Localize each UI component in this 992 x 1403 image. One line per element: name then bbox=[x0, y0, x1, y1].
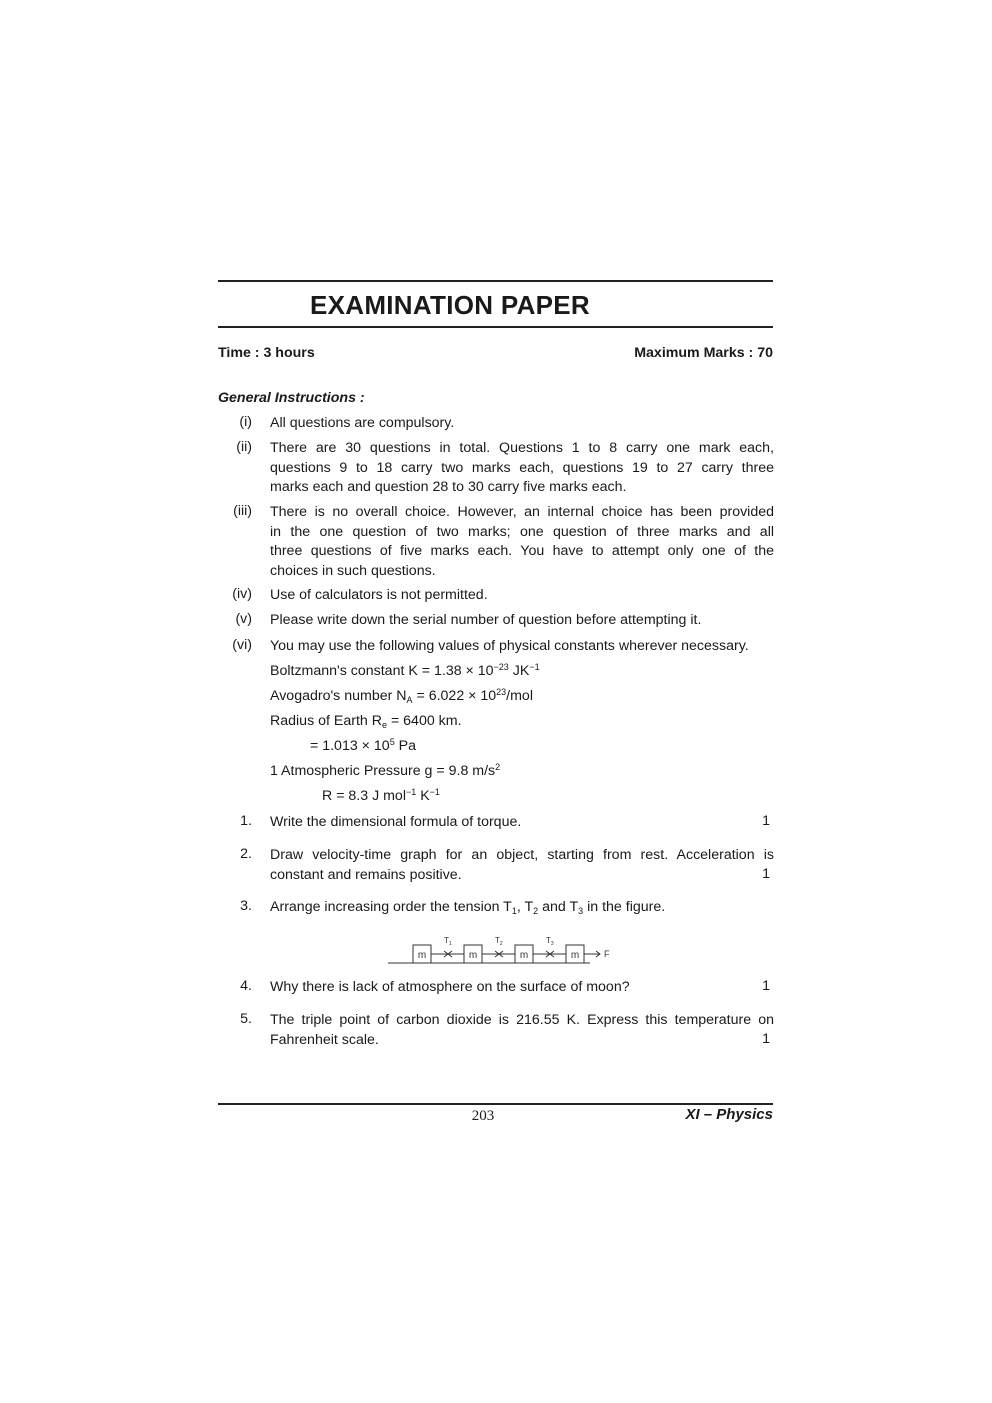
constant-avogadro: Avogadro's number $N_A = 6.022 \times 10^{23}/mol$ bbox=[270, 687, 533, 705]
instruction-number: (vi) bbox=[232, 637, 252, 653]
question-number: 1. bbox=[240, 813, 252, 829]
constant-earth-radius: Radius of Earth $R_e = 6400$ km. bbox=[270, 713, 462, 730]
question-marks: 1 bbox=[762, 1030, 770, 1047]
instruction-text bbox=[270, 503, 774, 581]
max-marks-label: Maximum Marks : 70 bbox=[634, 345, 773, 361]
tension-label-t2: $T_2$ bbox=[495, 936, 503, 947]
instruction-number: (iii) bbox=[233, 503, 252, 519]
instruction-number: (i) bbox=[239, 414, 252, 430]
question-line: Draw velocity-time graph for an object, starting from rest. Acceleration is bbox=[270, 847, 774, 863]
svg-text:m: m bbox=[519, 950, 529, 961]
instruction-number: (iv) bbox=[232, 586, 252, 602]
question-text bbox=[270, 813, 774, 833]
question-line: Why there is lack of atmosphere on the surface of moon? bbox=[270, 979, 630, 995]
instruction-text bbox=[270, 586, 774, 606]
question-number: 3. bbox=[240, 898, 252, 914]
instruction-text bbox=[270, 611, 774, 631]
question-marks: 1 bbox=[762, 813, 770, 829]
title-rule bbox=[218, 326, 773, 328]
instruction-line: There is no overall choice. However, an internal choice has been provided bbox=[270, 504, 774, 520]
instruction-line: All questions are compulsory. bbox=[270, 415, 455, 431]
constant-gas: R = 8.3 J mol$^{-1}$ $K^{-1}$ bbox=[322, 787, 440, 804]
question-number: 5. bbox=[240, 1011, 252, 1027]
constant-boltzmann: Boltzmann's constant $K = 1.38 \times 10^{-23}$ $JK^{-1}$ bbox=[270, 662, 540, 679]
page-title: EXAMINATION PAPER bbox=[309, 290, 591, 320]
block bbox=[464, 945, 482, 963]
question-number: 4. bbox=[240, 978, 252, 994]
question-marks: 1 bbox=[762, 978, 770, 994]
instruction-number: (v) bbox=[235, 611, 252, 627]
question-line: constant and remains positive. bbox=[270, 866, 462, 883]
footer-rule bbox=[218, 1103, 773, 1105]
constant-atm-g: 1 Atmospheric Pressure g = 9.8 $m/s^2$ bbox=[270, 762, 501, 779]
instruction-line: choices in such questions. bbox=[270, 562, 436, 579]
question-text bbox=[270, 1011, 774, 1050]
instruction-line: Use of calculators is not permitted. bbox=[270, 587, 488, 603]
instruction-line: There are 30 questions in total. Questions 1 to 8 carry one mark each, bbox=[270, 440, 774, 456]
instruction-line: three questions of five marks each. You have to attempt only one of the bbox=[270, 543, 774, 560]
svg-text:m: m bbox=[570, 950, 580, 961]
question-number: 2. bbox=[240, 846, 252, 862]
svg-text:m: m bbox=[417, 950, 427, 961]
instruction-text bbox=[270, 414, 774, 434]
instruction-text bbox=[270, 637, 774, 657]
question-line: The triple point of carbon dioxide is 216.55 K. Express this temperature on bbox=[270, 1012, 774, 1028]
tension-label-t1: $T_1$ bbox=[444, 936, 452, 947]
footer-subject: XI – Physics bbox=[685, 1106, 773, 1123]
top-rule bbox=[218, 280, 773, 282]
question-text bbox=[270, 978, 774, 998]
instruction-line: in the one question of two marks; one question of three marks and all bbox=[270, 523, 774, 540]
question-text: Arrange increasing order the tension $T_1$, $T_2$ and $T_3$ in the figure. bbox=[270, 899, 666, 916]
instruction-text bbox=[270, 439, 774, 498]
instruction-number: (ii) bbox=[236, 439, 252, 455]
block bbox=[413, 945, 431, 963]
force-label: F bbox=[604, 949, 610, 959]
tension-figure bbox=[380, 925, 630, 970]
instruction-line: You may use the following values of physical constants wherever necessary. bbox=[270, 638, 749, 654]
block bbox=[515, 945, 533, 963]
block bbox=[566, 945, 584, 963]
question-text bbox=[270, 846, 774, 885]
instruction-line: Please write down the serial number of question before attempting it. bbox=[270, 612, 702, 628]
svg-text:m: m bbox=[468, 950, 478, 961]
tension-label-t3: $T_3$ bbox=[546, 936, 554, 947]
question-line: Fahrenheit scale. bbox=[270, 1031, 379, 1048]
question-line: Write the dimensional formula of torque. bbox=[270, 814, 522, 830]
instructions-heading: General Instructions : bbox=[218, 390, 365, 406]
constant-pressure-value: = $1.013 \times 10^5$ Pa bbox=[310, 737, 416, 754]
page-number: 203 bbox=[471, 1108, 495, 1124]
instruction-line: marks each and question 28 to 30 carry five marks each. bbox=[270, 479, 627, 496]
time-label: Time : 3 hours bbox=[218, 345, 315, 361]
question-marks: 1 bbox=[762, 865, 770, 882]
instruction-line: questions 9 to 18 carry two marks each, questions 19 to 27 carry three bbox=[270, 459, 774, 476]
